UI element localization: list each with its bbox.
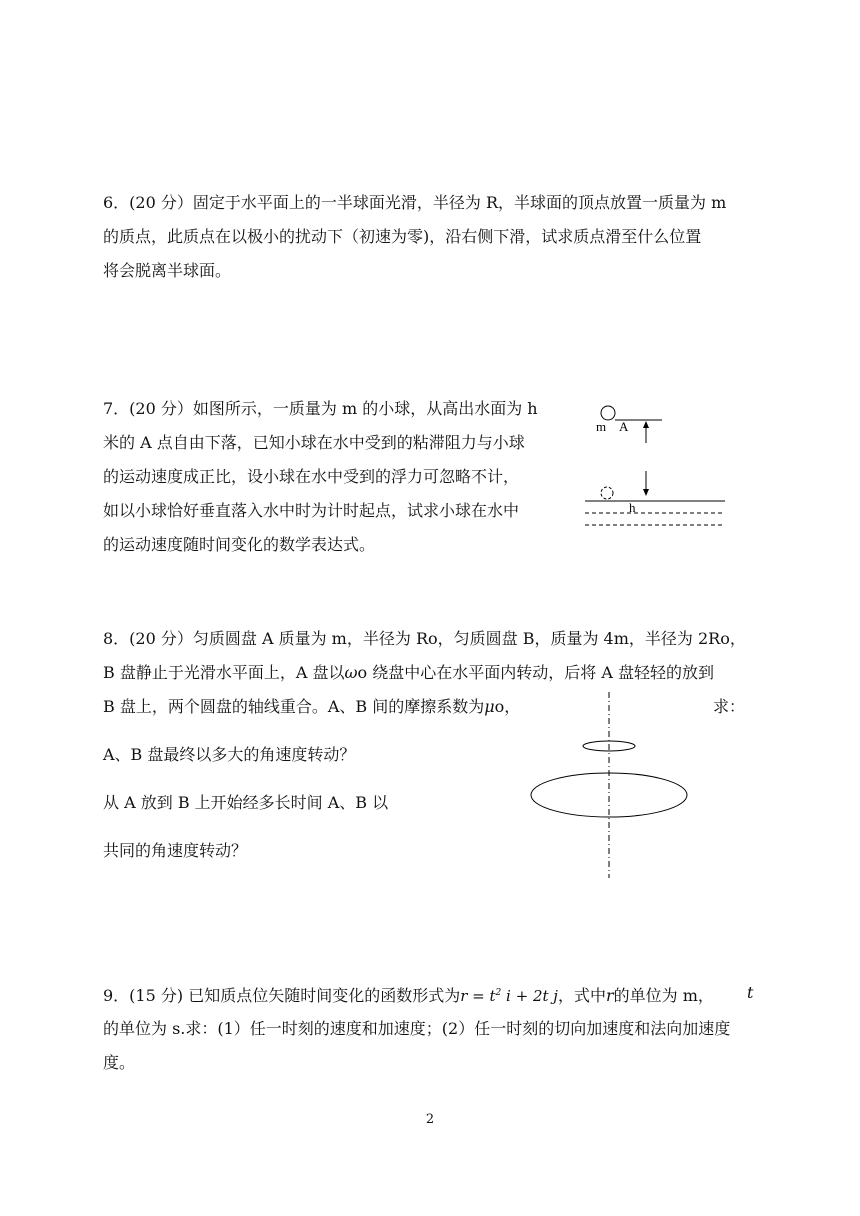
q9-line-1c: 的单位为 m， <box>613 986 714 1005</box>
q8-line-3c: 求： <box>713 697 746 716</box>
q7-line-3: 的运动速度成正比，设小球在水中受到的浮力可忽略不计， <box>103 467 520 486</box>
q8-line-2b: o 绕盘中心在水平面内转动，后将 A 盘轻轻的放到 <box>357 663 714 682</box>
r-symbol: r <box>605 986 614 1005</box>
page-number: 2 <box>425 1112 435 1127</box>
q6-line-1: 6．(20 分）固定于水平面上的一半球面光滑，半径为 R，半球面的顶点放置一质量为 m <box>103 193 727 212</box>
q7-line-2: 米的 A 点自由下落，已知小球在水中受到的粘滞阻力与小球 <box>103 433 525 452</box>
q8-line-6: 共同的角速度转动？ <box>103 841 248 860</box>
formula-plus: + 2t <box>510 987 554 1005</box>
arrowhead-down <box>643 489 649 496</box>
q8-line-5: 从 A 放到 B 上开始经多长时间 A、B 以 <box>103 793 389 812</box>
q8-line-2 <box>103 663 714 683</box>
q8-line-3a: B 盘上，两个圆盘的轴线重合。A、B 间的摩擦系数为 <box>103 697 485 716</box>
q9-line-3: 度。 <box>103 1053 136 1072</box>
fig-label-h: h <box>629 500 636 515</box>
q8-line-4: A、B 盘最终以多大的角速度转动？ <box>103 745 356 764</box>
q7-falling-ball-figure <box>575 395 735 535</box>
q7-line-5: 的运动速度随时间变化的数学表达式。 <box>103 535 376 554</box>
q8-line-3 <box>103 697 520 717</box>
fig-label-a: A <box>619 419 629 434</box>
q9-line-1a: 9．(15 分) 已知质点位矢随时间变化的函数形式为 <box>103 986 461 1005</box>
position-vector-formula <box>460 987 558 1005</box>
t-symbol: t <box>747 983 754 1002</box>
q8-line-1: 8．(20 分）匀质圆盘 A 质量为 m，半径为 Ro，匀质圆盘 B，质量为 4m，半径为 2Ro， <box>103 629 746 648</box>
formula-i: i <box>506 987 511 1005</box>
q8-discs-figure <box>525 690 695 880</box>
q6-line-3: 将会脱离半球面。 <box>103 261 232 280</box>
omega-symbol: ω <box>344 663 358 682</box>
fig-label-m: m <box>596 419 607 434</box>
formula-j: j <box>553 987 558 1005</box>
ball-at-surface-dashed <box>601 487 613 499</box>
mu-symbol: μ <box>484 697 495 716</box>
q7-line-1: 7．(20 分）如图所示，一质量为 m 的小球，从高出水面为 h <box>103 399 538 418</box>
q6-line-2: 的质点，此质点在以极小的扰动下（初速为零)，沿右侧下滑，试求质点滑至什么位置 <box>103 227 702 246</box>
q8-line-2a: B 盘静止于光滑水平面上，A 盘以 <box>103 663 345 682</box>
arrowhead-up <box>643 421 649 428</box>
q9-line-1b: ，式中 <box>557 986 606 1005</box>
q9-line-1 <box>103 983 714 1006</box>
formula-lhs: r = t <box>460 987 496 1005</box>
q7-line-4: 如以小球恰好垂直落入水中时为计时起点，试求小球在水中 <box>103 501 520 520</box>
formula-square: 2 <box>495 988 502 998</box>
q8-line-3b: o， <box>494 697 521 716</box>
ball-at-a <box>601 406 615 420</box>
q9-line-2: 的单位为 s.求：(1）任一时刻的速度和加速度；(2）任一时刻的切向加速度和法向加速度 <box>103 1019 731 1038</box>
